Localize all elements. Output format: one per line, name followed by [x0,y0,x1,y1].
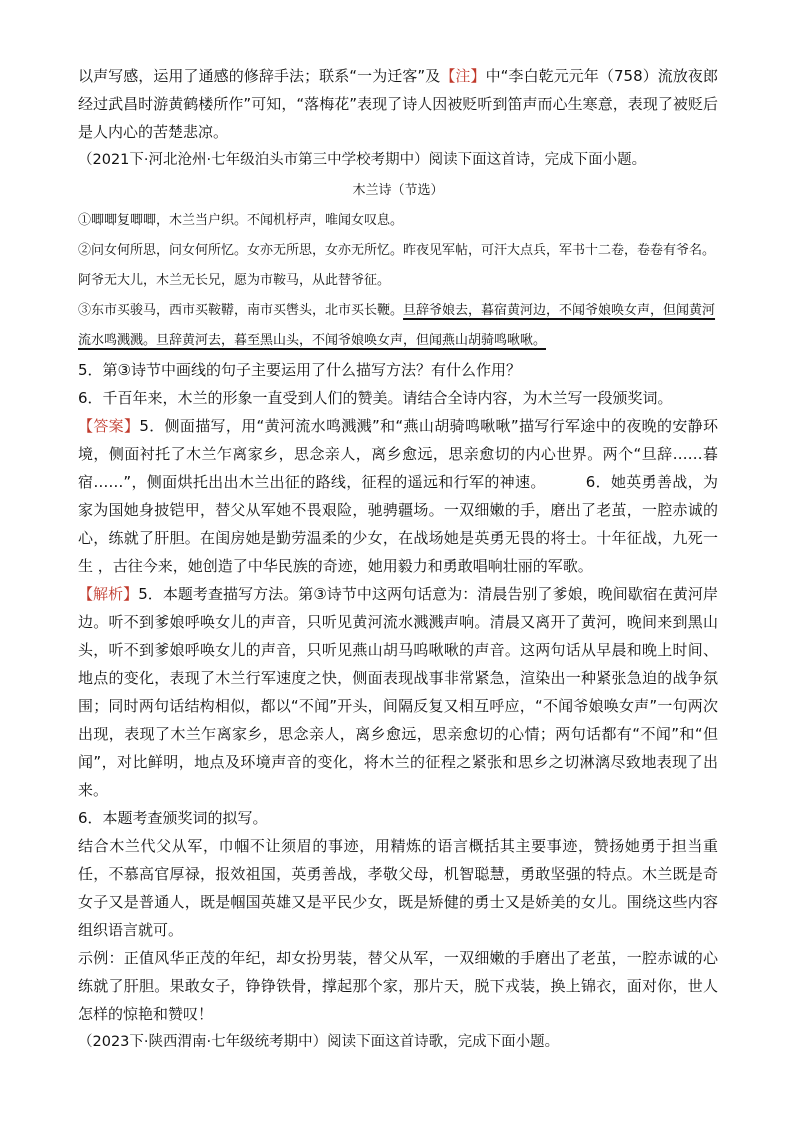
question-source-1: （2021下·河北沧州·七年级泊头市第三中学校考期中）阅读下面这首诗，完成下面小题。 [78,152,647,168]
question-5: 5．第③诗节中画线的句子主要运用了什么描写方法？有什么作用？ [78,361,521,379]
question-source-2: （2023下·陕西渭南·七年级统考期中）阅读下面这首诗歌，完成下面小题。 [78,1034,560,1050]
answer-paragraph [78,412,718,580]
answer-6: 6．她英勇善战，为家为国她身披铠甲，替父从军她不畏艰险，驰骋疆场。一双细嫩的手，磨出了老茧，一腔赤诚的心，练就了肝胆。在闺房她是勤劳温柔的少女，在战场她是英勇无畏的将士。十年征战，九死一生 ，古往今来，她创造了中华民族的奇迹，她用毅力和勇敢唱响壮丽的军歌。 [78,473,719,575]
analysis-text-part2: 中“李白乾元元年（758）流放夜郎经过武昌时游黄鹤楼所作”可知，“落梅花”表现了诗人因被贬听到笛声而心生寒意，表现了被贬后是人内心的苦楚悲凉。 [78,67,718,141]
analysis-tag: 【解析】 [78,585,139,603]
analysis-6-example: 示例：正值风华正茂的年纪，却女扮男装，替父从军，一双细嫩的手磨出了老茧，一腔赤诚的心练就了肝胆。果敢女子，铮铮铁骨，撑起那个家，那片天，脱下戎装，换上锦衣，面对你，世人怎样的惊艳和赞叹！ [78,949,718,1023]
analysis-text-part1: 以声写感，运用了通感的修辞手法；联系“一为迁客”及 [78,67,441,85]
continued-analysis-paragraph [78,62,718,146]
poem-stanza-1: ①唧唧复唧唧，木兰当户织。不闻机杼声，唯闻女叹息。 [78,213,404,228]
poem-stanza-2: ②问女何所思，问女何所忆。女亦无所思，女亦无所忆。昨夜见军帖，可汗大点兵，军书十二卷，卷卷有爷名。阿爷无大儿，木兰无长兄，愿为市鞍马，从此替爷征。 [78,243,716,288]
poem-stanza-3 [78,296,718,356]
answer-5: 5．侧面描写，用“黄河流水鸣溅溅”和“燕山胡骑鸣啾啾”描写行军途中的夜晚的安静环境，侧面衬托了木兰乍离家乡，思念亲人，离乡愈远，思亲愈切的内心世界。两个“旦辞……暮宿……”，侧面烘托出出木兰出征的路线，征程的遥远和行军的神速。 [78,417,718,491]
analysis-5: 5．本题考查描写方法。第③诗节中这两句话意为：清晨告别了爹娘，晚间歇宿在黄河岸边。听不到爹娘呼唤女儿的声音，只听见黄河流水溅溅声响。清晨又离开了黄河，晚间来到黑山头，听不到爹娘呼唤女儿的声音，只听见燕山胡马呜啾啾的声音。这两句话从早晨和晚上时间、地点的变化，表现了木兰行军速度之快，侧面表现战事非常紧急，渲染出一种紧张急迫的战争氛围；同时两句话结构相似，都以“不闻”开头，间隔反复又相互呼应，“不闻爷娘唤女声”一句两次出现，表现了木兰乍离家乡，思念亲人，离乡愈远，思亲愈切的心情；两句话都有“不闻”和“但闻”，对比鲜明，地点及环境声音的变化，将木兰的征程之紧张和思乡之切淋漓尽致地表现了出来。 [78,585,718,799]
analysis-paragraph [78,580,718,804]
poem-stanza-3-underlined: 旦辞爷娘去，暮宿黄河边，不闻爷娘唤女声，但闻黄河流水鸣溅溅。旦辞黄河去，暮至黑山头，不闻爷娘唤女声，但闻燕山胡骑鸣啾啾。 [78,303,716,348]
analysis-6-body: 结合木兰代父从军，巾帼不让须眉的事迹，用精炼的语言概括其主要事迹，赞扬她勇于担当重任，不慕高官厚禄，报效祖国，英勇善战，孝敬父母，机智聪慧，勇敢坚强的特点。木兰既是奇女子又是普通人，既是帼国英雄又是平民少女，既是矫健的勇士又是娇美的女儿。围绕这些内容组织语言就可。 [78,837,718,939]
analysis-6-head: 6．本题考查颁奖词的拟写。 [78,809,268,827]
document-page [78,62,718,1056]
question-6: 6．千百年来，木兰的形象一直受到人们的赞美。请结合全诗内容，为木兰写一段颁奖词。 [78,389,673,407]
poem-stanza-3-plain: ③东市买骏马，西市买鞍鞯，南市买辔头，北市买长鞭。 [78,303,404,318]
note-tag: 【注】 [440,67,486,85]
answer-tag: 【答案】 [78,417,140,435]
poem-title: 木兰诗（节选） [352,183,444,198]
